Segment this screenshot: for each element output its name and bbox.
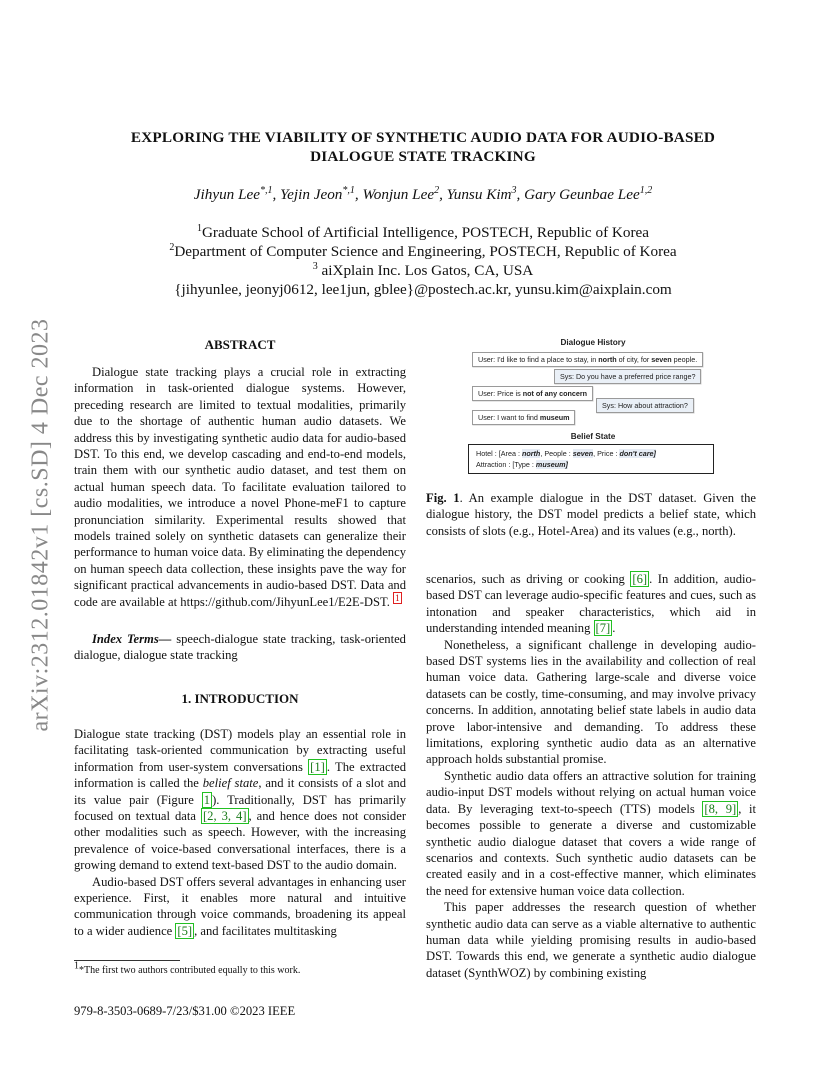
citation-link[interactable]: [5] bbox=[177, 923, 193, 938]
system-utterance-2: Sys: How about attraction? bbox=[596, 398, 694, 413]
text-span: . In addition, audio-based DST can leverage audio-specific features and cues, such as intonation and speaker characteristics, which aid in understanding intended meaning bbox=[426, 572, 756, 636]
abstract-text: Dialogue state tracking plays a crucial role in extracting information in task-oriented dialogue systems. However, preceding research are limited to textual modalities, primarily due to the shortage of authentic human audio datasets. We address this by investigating synthetic audio data for audio-based DST. To this end, we develop cascading and end-to-end models, train them with our synthetic audio dataset, and test them on actual human speech data. To facilitate evaluation tailored to audio modalities, we introduce a novel Phone-meF1 to capture pronunciation similarity. Experimental results showed that models trained solely on synthetic datasets can generalize their performance to human voice data. By eliminating the dependency on human speech data collection, these insights pave the way for significant practical advancements in audio-based DST. Data and code are available at https://github.com/JihyunLee1/E2E-DST. bbox=[74, 365, 406, 609]
emphasis: belief state bbox=[202, 776, 259, 791]
intro-paragraph bbox=[426, 571, 756, 637]
affil-text: Graduate School of Artificial Intelligence, POSTECH, Republic of Korea bbox=[201, 224, 650, 241]
author-name: Jihyun Lee bbox=[193, 186, 261, 203]
citation-link[interactable]: [8, 9] bbox=[704, 801, 737, 816]
author-sup: *,1 bbox=[260, 184, 273, 196]
text-span: , and it consists of a slot and its value pair (Figure bbox=[74, 776, 406, 807]
text-span: . bbox=[612, 621, 616, 636]
intro-paragraph: Nonetheless, a significant challenge in developing audio-based DST systems lies in the availability and collection of real human voice data. Gathering large-scale and diverse voice datasets can be costly, time-consuming, and may involve privacy concerns. In addition, annotating belief state labels in audio data prove labor-intensive and demanding. To address these limitations, exploring synthetic audio data as an alternative approach holds substantial promise. bbox=[426, 637, 756, 767]
affiliation-line bbox=[80, 242, 766, 261]
affil-sup: 1 bbox=[196, 222, 202, 234]
author-sup: 1,2 bbox=[639, 184, 653, 196]
citation-link[interactable]: [1] bbox=[310, 759, 325, 774]
user-utterance-3: User: I want to find museum bbox=[472, 410, 575, 425]
text-span: Audio-based DST offers several advantages in enhancing user experience. First, it enables more natural and intuitive communication through voice commands, broadening its appeal to a wider audience bbox=[74, 874, 406, 938]
intro-left-column bbox=[74, 726, 406, 939]
dialogue-history-title: Dialogue History bbox=[560, 338, 626, 347]
belief-state-box bbox=[468, 444, 714, 474]
figure-dialogue-example bbox=[468, 336, 718, 476]
user-utterance-1: User: I'd like to find a place to stay, in north of city, for seven people. bbox=[472, 352, 703, 367]
abstract-heading: ABSTRACT bbox=[204, 337, 276, 352]
author-name: Yunsu Kim bbox=[446, 186, 512, 203]
index-terms-text: speech-dialogue state tracking, task-oriented dialogue, dialogue state tracking bbox=[74, 632, 406, 663]
citation-link[interactable]: [7] bbox=[595, 621, 611, 636]
title-line-2: DIALOGUE STATE TRACKING bbox=[310, 148, 536, 165]
text-span: . The extracted information is called the bbox=[74, 759, 406, 791]
citation-link[interactable]: [6] bbox=[632, 572, 648, 586]
intro-paragraph bbox=[74, 874, 406, 940]
author-sup: *,1 bbox=[342, 184, 355, 196]
footnote bbox=[74, 960, 406, 976]
affiliation-line bbox=[80, 261, 766, 280]
footnote-mark: 1 bbox=[74, 960, 79, 972]
affiliations bbox=[80, 223, 766, 299]
affil-sup: 3 bbox=[312, 260, 318, 272]
figure-caption bbox=[426, 490, 756, 539]
author-sup: 3 bbox=[511, 184, 517, 196]
belief-state-title: Belief State bbox=[570, 432, 616, 441]
caption-text: . An example dialogue in the DST dataset. Given the dialogue history, the DST model predicts a belief state, which consists of slots (e.g., Hotel-Area) and its values (e.g., north). bbox=[426, 491, 756, 538]
author-name: Gary Geunbae Lee bbox=[524, 186, 640, 203]
index-terms bbox=[74, 631, 406, 664]
footnote-link[interactable]: 1 bbox=[395, 592, 400, 603]
arxiv-sidebar bbox=[24, 290, 58, 760]
affil-text: aiXplain Inc. Los Gatos, CA, USA bbox=[317, 262, 534, 279]
author-name: Wonjun Lee bbox=[362, 186, 435, 203]
affil-sup: 2 bbox=[169, 241, 175, 253]
author-emails: {jihyunlee, jeonyj0612, lee1jun, gblee}@postech.ac.kr, yunsu.kim@aixplain.com bbox=[174, 281, 672, 298]
text-span: , and hence does not consider other modalities such as speech. However, with the increasing prevalence of voice-based conversational interfaces, there is a growing demand to extend text-based DST to the audio domain. bbox=[74, 809, 407, 873]
text-span: , it becomes possible to generate a diverse and customizable synthetic audio dialogue dataset that covers a wide range of scenarios and contexts. Such synthetic audio datasets can be created easily and in a cost-effective manner, which eliminates the need for extensive human voice data collection. bbox=[426, 801, 757, 898]
footnote-divider bbox=[74, 960, 180, 961]
citation-link[interactable]: [2, 3, 4] bbox=[202, 809, 247, 824]
caption-label: Fig. 1 bbox=[426, 491, 460, 505]
text-span: Synthetic audio data offers an attractive solution for training audio-input DST models without relying on actual human voice data. By leveraging text-to-speech (TTS) models bbox=[426, 768, 756, 816]
copyright-line: 979-8-3503-0689-7/23/$31.00 ©2023 IEEE bbox=[74, 1004, 296, 1018]
belief-attraction: Attraction : [Type : museum] bbox=[476, 460, 568, 469]
author-name: Yejin Jeon bbox=[280, 186, 343, 203]
section-heading-introduction: 1. INTRODUCTION bbox=[181, 691, 299, 706]
intro-paragraph bbox=[74, 726, 406, 874]
text-span: Dialogue state tracking (DST) models play an essential role in facilitating task-oriented communication by extracting useful information from user-system conversations bbox=[74, 727, 406, 774]
intro-paragraph bbox=[426, 768, 756, 899]
user-utterance-2: User: Price is not of any concern bbox=[472, 386, 593, 401]
intro-paragraph: This paper addresses the research question of whether synthetic audio data can serve as a viable alternative to authentic human data while yielding promising results in audio-based DST. Towards this end, we generate a synthetic audio dialogue dataset (SynthWOZ) by combining existing bbox=[426, 900, 756, 980]
text-span: , and facilitates multitasking bbox=[194, 923, 337, 938]
text-span: ). Traditionally, DST has primarily focused on textual data bbox=[74, 792, 406, 824]
footnote-text: *The first two authors contributed equally to this work. bbox=[79, 965, 301, 976]
index-terms-label: Index Terms— bbox=[92, 632, 172, 646]
affil-text: Department of Computer Science and Engineering, POSTECH, Republic of Korea bbox=[174, 243, 677, 260]
arxiv-identifier: arXiv:2312.01842v1 [cs.SD] 4 Dec 2023 bbox=[27, 318, 54, 732]
belief-hotel: Hotel : [Area : north, People : seven, Price : don't care] bbox=[476, 449, 656, 458]
text-span: scenarios, such as driving or cooking bbox=[426, 572, 631, 586]
author-sup: 2 bbox=[434, 184, 440, 196]
paper-title bbox=[80, 128, 766, 166]
figure-link[interactable]: 1 bbox=[203, 792, 211, 807]
author-list: Jihyun Lee$^{*,1}$, Yejin Jeon$^{*,1}$, Wonjun Lee$^2$, Yunsu Kim$^3$, Gary Geunbae Lee$^{1,2}$ bbox=[193, 184, 653, 203]
abstract-body bbox=[74, 364, 406, 610]
title-line-1: EXPLORING THE VIABILITY OF SYNTHETIC AUDIO DATA FOR AUDIO-BASED bbox=[130, 129, 716, 146]
system-utterance-1: Sys: Do you have a preferred price range? bbox=[554, 369, 701, 384]
intro-right-column bbox=[426, 571, 756, 981]
affiliation-line bbox=[80, 223, 766, 242]
